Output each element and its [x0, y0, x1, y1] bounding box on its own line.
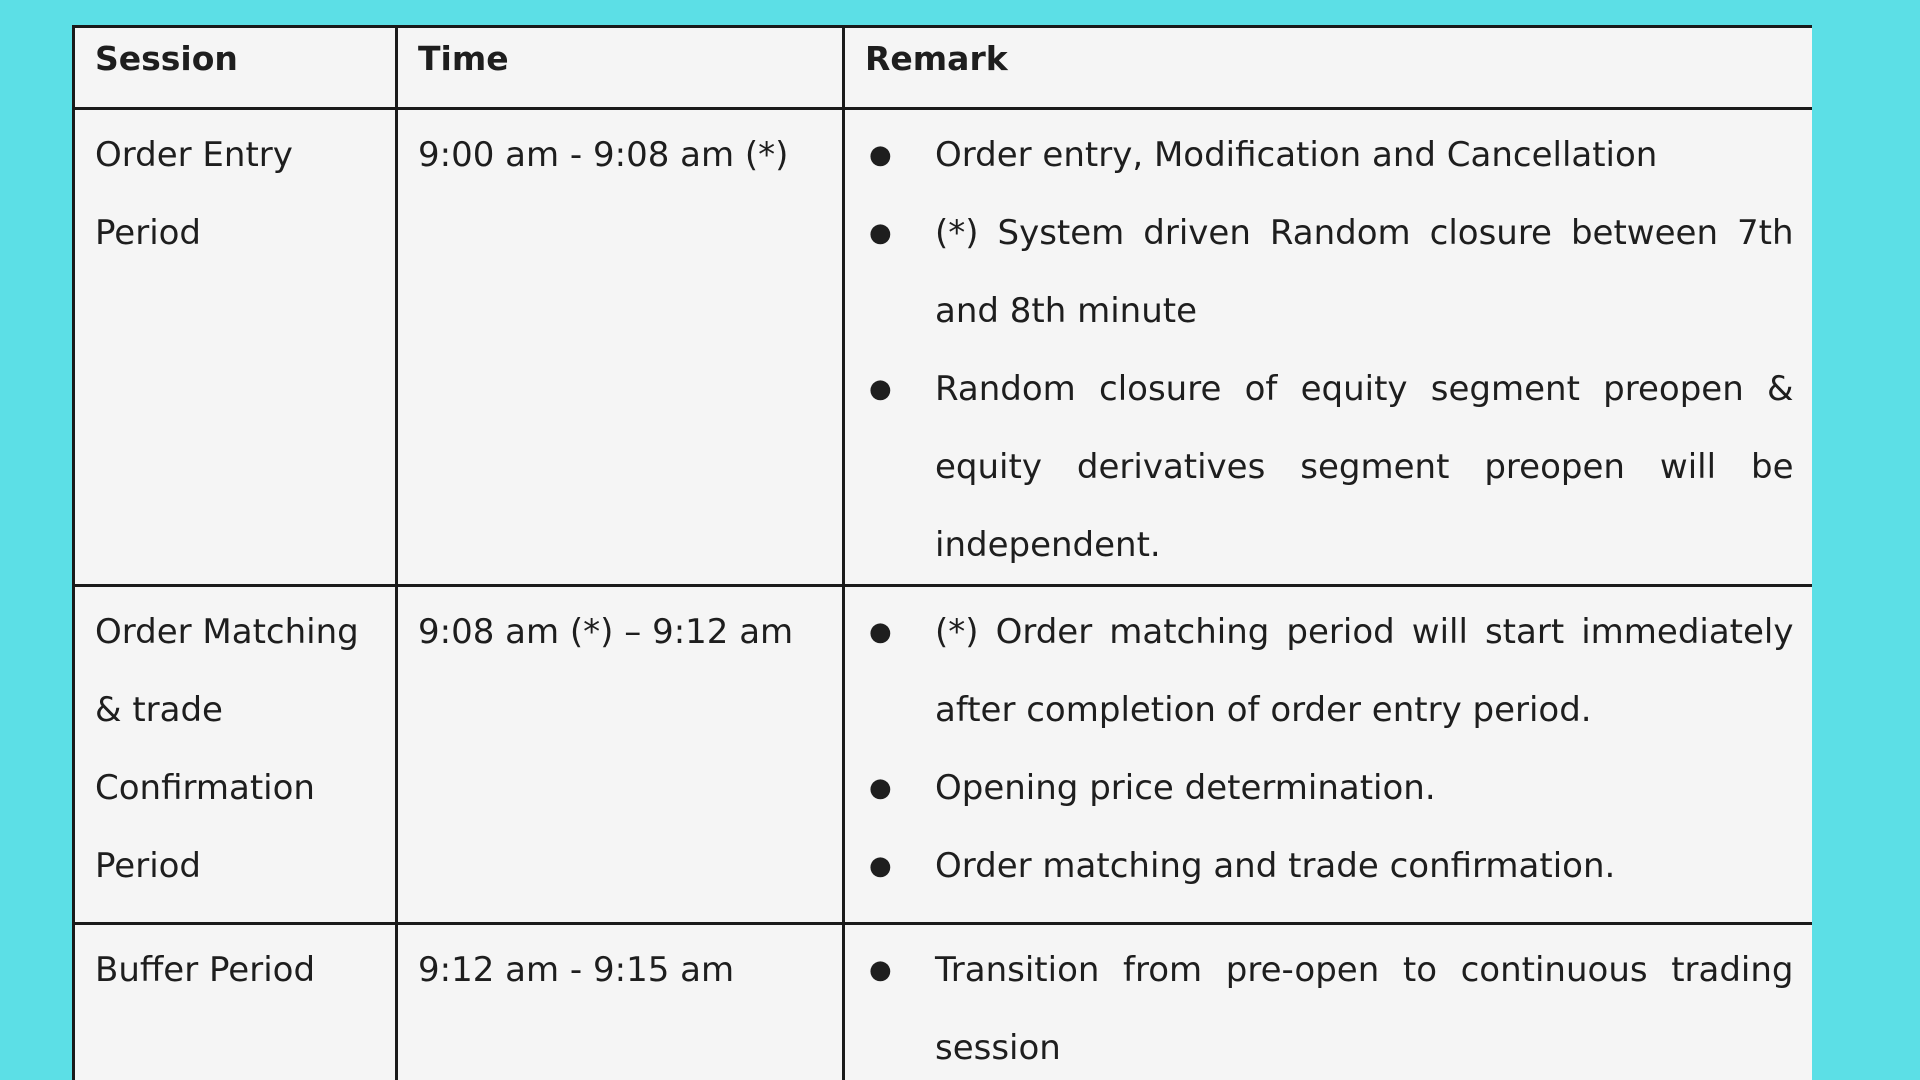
bullet-icon: ●	[869, 374, 892, 404]
session-cell	[74, 109, 397, 586]
remark-list	[865, 931, 1794, 1080]
remark-text: (*) System driven Random closure between 7th and 8th minute	[935, 213, 1794, 331]
bullet-icon: ●	[869, 955, 892, 985]
remark-text: Order matching and trade confirmation.	[935, 846, 1616, 886]
time-text: 9:12 am - 9:15 am	[418, 950, 735, 990]
remark-text: Random closure of equity segment preopen & equity derivatives segment preopen will be independent.	[935, 369, 1794, 565]
list-item	[865, 350, 1794, 584]
header-remark: Remark	[844, 27, 1813, 109]
table-row	[74, 924, 1813, 1080]
remark-cell	[844, 586, 1813, 924]
list-item	[865, 749, 1794, 827]
session-cell	[74, 586, 397, 924]
time-text: 9:00 am - 9:08 am (*)	[418, 135, 789, 175]
document-page	[72, 25, 1812, 1080]
bullet-icon: ●	[869, 218, 892, 248]
session-text: Buffer Period	[95, 950, 316, 990]
time-text: 9:08 am (*) – 9:12 am	[418, 612, 794, 652]
time-cell	[397, 109, 844, 586]
list-item	[865, 593, 1794, 749]
remark-cell	[844, 924, 1813, 1080]
time-cell	[397, 586, 844, 924]
header-time: Time	[397, 27, 844, 109]
list-item	[865, 194, 1794, 350]
remark-text: Order entry, Modification and Cancellation	[935, 135, 1658, 175]
list-item	[865, 827, 1794, 905]
remark-text: Opening price determination.	[935, 768, 1436, 808]
table-header-row	[74, 27, 1813, 109]
bullet-icon: ●	[869, 140, 892, 170]
remark-cell	[844, 109, 1813, 586]
header-session: Session	[74, 27, 397, 109]
remark-text: (*) Order matching period will start immediately after completion of order entry period.	[935, 612, 1794, 730]
session-cell	[74, 924, 397, 1080]
session-text: Order Matching & trade Confirmation Period	[95, 612, 359, 886]
remark-list	[865, 593, 1794, 905]
remark-text: Transition from pre-open to continuous trading session	[935, 950, 1794, 1068]
table-row	[74, 586, 1813, 924]
time-cell	[397, 924, 844, 1080]
session-table	[72, 25, 1812, 1080]
remark-list	[865, 116, 1794, 584]
session-text: Order Entry Period	[95, 135, 293, 253]
list-item	[865, 116, 1794, 194]
bullet-icon: ●	[869, 617, 892, 647]
table-row	[74, 109, 1813, 586]
bullet-icon: ●	[869, 773, 892, 803]
list-item	[865, 931, 1794, 1080]
bullet-icon: ●	[869, 851, 892, 881]
